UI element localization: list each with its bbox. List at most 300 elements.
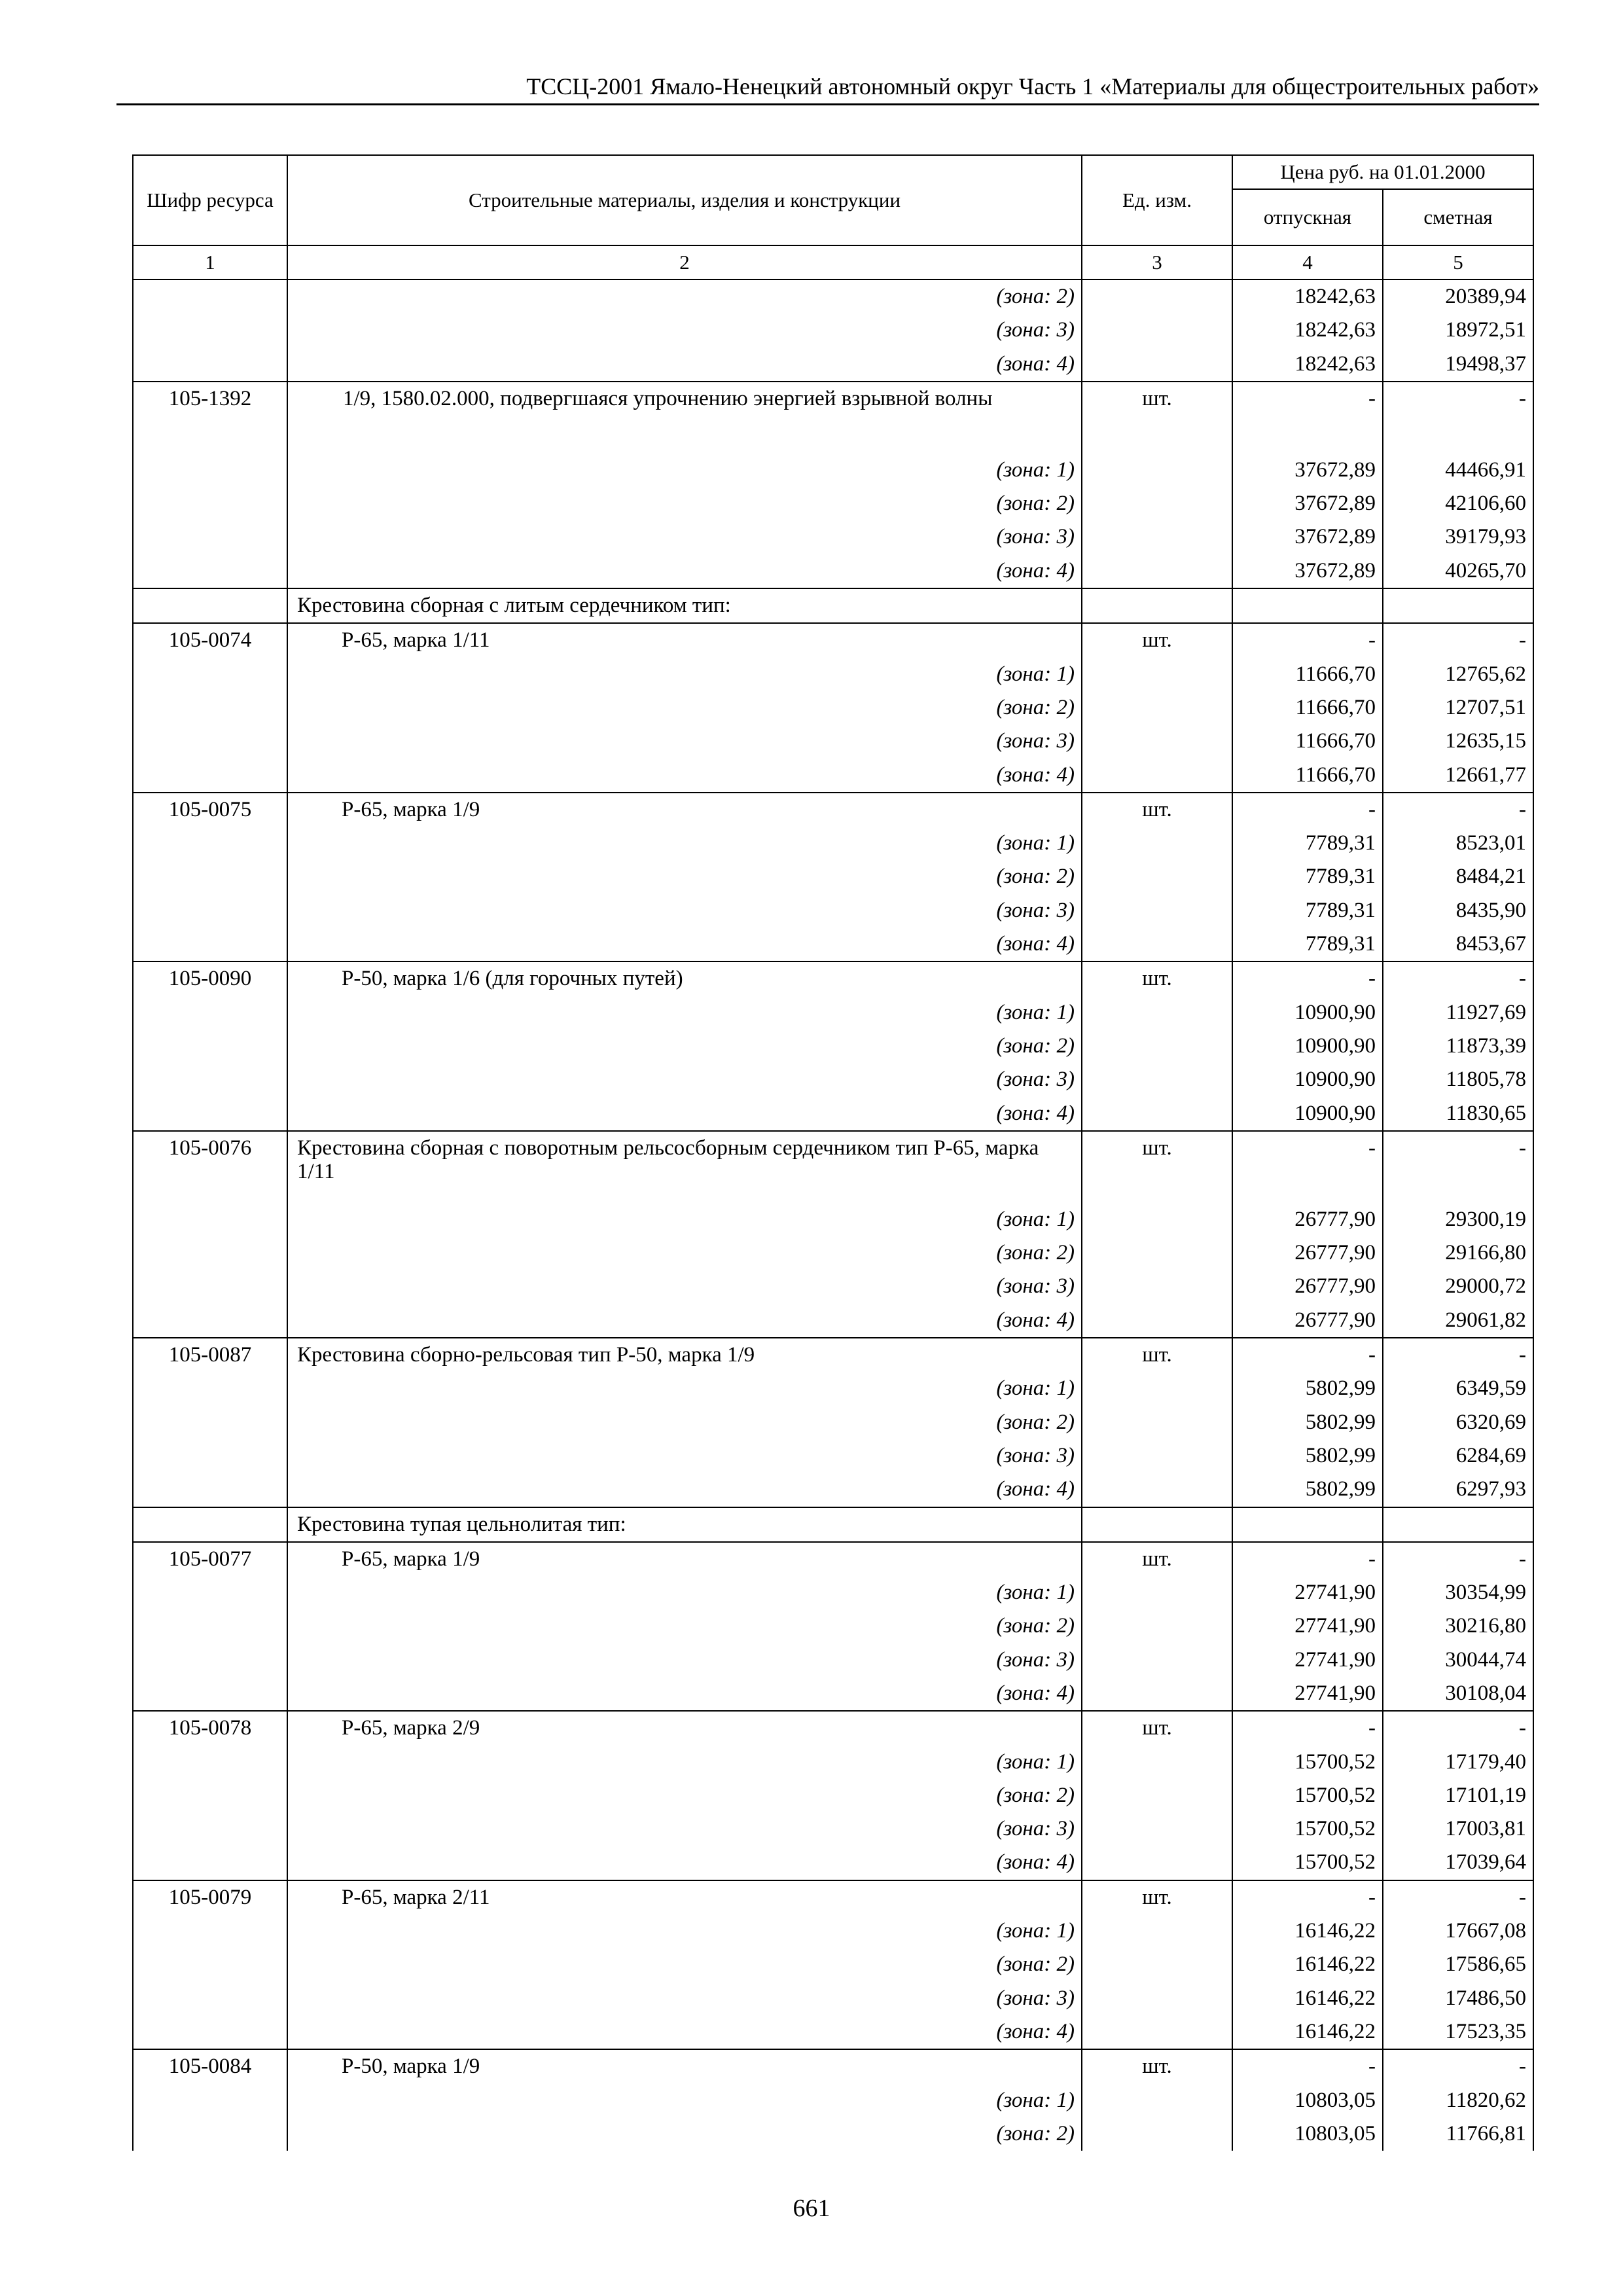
resource-code [133,1304,287,1338]
release-price: - [1232,382,1383,454]
item-description: (зона: 3) [287,1812,1082,1846]
resource-code [133,691,287,725]
estimate-price: 12707,51 [1383,691,1533,725]
estimate-price: 17667,08 [1383,1914,1533,1948]
unit-of-measure [1082,1097,1232,1131]
unit-of-measure [1082,1779,1232,1812]
release-price: 10803,05 [1232,2117,1383,2151]
table-row [133,2049,1533,2083]
unit-of-measure: шт. [1082,623,1232,657]
estimate-price: 17101,19 [1383,1779,1533,1812]
unit-of-measure [1082,691,1232,725]
estimate-price: 11927,69 [1383,996,1533,1030]
item-description: (зона: 3) [287,520,1082,554]
release-price: 26777,90 [1232,1270,1383,1303]
item-description: (зона: 3) [287,1063,1082,1096]
release-price: 26777,90 [1232,1304,1383,1338]
estimate-price: - [1383,1131,1533,1203]
table-row [133,1982,1533,2015]
resource-code [133,860,287,893]
release-price: - [1232,961,1383,996]
estimate-price: - [1383,2049,1533,2083]
item-description: Р-65, марка 1/9 [287,793,1082,827]
resource-code [133,658,287,691]
estimate-price: 6320,69 [1383,1406,1533,1439]
table-row [133,1643,1533,1677]
release-price: 5802,99 [1232,1473,1383,1507]
unit-of-measure: шт. [1082,2049,1232,2083]
item-description: (зона: 4) [287,554,1082,588]
item-description: (зона: 1) [287,1746,1082,1779]
resource-code [133,725,287,758]
release-price: 26777,90 [1232,1236,1383,1270]
release-price: 11666,70 [1232,725,1383,758]
unit-of-measure [1082,1030,1232,1063]
release-price: 37672,89 [1232,554,1383,588]
estimate-price: 20389,94 [1383,279,1533,314]
estimate-price: 29166,80 [1383,1236,1533,1270]
unit-of-measure [1082,314,1232,347]
table-row [133,1030,1533,1063]
resource-code [133,1812,287,1846]
resource-code [133,279,287,314]
release-price: 7789,31 [1232,860,1383,893]
unit-of-measure: шт. [1082,1542,1232,1576]
table-row [133,1473,1533,1507]
unit-of-measure [1082,1746,1232,1779]
estimate-price: 39179,93 [1383,520,1533,554]
unit-of-measure [1082,1304,1232,1338]
item-description: (зона: 2) [287,691,1082,725]
col-number: 1 [133,245,287,279]
item-description: (зона: 2) [287,1609,1082,1643]
resource-code [133,1914,287,1948]
unit-of-measure [1082,860,1232,893]
table-row [133,1203,1533,1236]
item-description: (зона: 3) [287,1982,1082,2015]
table-row [133,588,1533,623]
release-price: 10900,90 [1232,1030,1383,1063]
resource-code [133,1473,287,1507]
estimate-price: 30354,99 [1383,1576,1533,1609]
unit-of-measure [1082,1203,1232,1236]
estimate-price: 6284,69 [1383,1439,1533,1473]
release-price [1232,1507,1383,1542]
col-estimate-header: сметная [1383,189,1533,245]
item-description: (зона: 4) [287,927,1082,961]
release-price: 18242,63 [1232,348,1383,382]
unit-of-measure [1082,1948,1232,1981]
resource-code: 105-0076 [133,1131,287,1203]
table-row [133,1880,1533,1914]
unit-of-measure [1082,2117,1232,2151]
estimate-price: 17039,64 [1383,1846,1533,1880]
estimate-price: 8453,67 [1383,927,1533,961]
item-description: (зона: 1) [287,996,1082,1030]
release-price: 5802,99 [1232,1372,1383,1405]
release-price: 7789,31 [1232,927,1383,961]
resource-code [133,2117,287,2151]
estimate-price: 17523,35 [1383,2015,1533,2049]
resource-code [133,1982,287,2015]
resource-code [133,894,287,927]
resource-code: 105-0084 [133,2049,287,2083]
estimate-price: 11820,62 [1383,2084,1533,2117]
unit-of-measure [1082,1643,1232,1677]
release-price: 7789,31 [1232,894,1383,927]
resource-code [133,1643,287,1677]
resource-code: 105-0077 [133,1542,287,1576]
resource-code [133,348,287,382]
unit-of-measure [1082,2084,1232,2117]
table-row [133,1097,1533,1131]
unit-of-measure [1082,1439,1232,1473]
release-price: 37672,89 [1232,454,1383,487]
item-description: Р-50, марка 1/9 [287,2049,1082,2083]
col-price-header: Цена руб. на 01.01.2000 [1232,155,1533,189]
table-row [133,1812,1533,1846]
item-description: (зона: 4) [287,1473,1082,1507]
release-price: - [1232,1338,1383,1372]
unit-of-measure: шт. [1082,961,1232,996]
release-price: - [1232,1131,1383,1203]
release-price: 7789,31 [1232,827,1383,860]
estimate-price: 29061,82 [1383,1304,1533,1338]
col-release-header: отпускная [1232,189,1383,245]
estimate-price: 29000,72 [1383,1270,1533,1303]
unit-of-measure [1082,454,1232,487]
release-price: 27741,90 [1232,1609,1383,1643]
release-price: - [1232,1880,1383,1914]
table-row [133,487,1533,520]
item-description: (зона: 1) [287,1372,1082,1405]
release-price: 27741,90 [1232,1643,1383,1677]
estimate-price: 11873,39 [1383,1030,1533,1063]
unit-of-measure [1082,1812,1232,1846]
estimate-price: 8435,90 [1383,894,1533,927]
release-price: 5802,99 [1232,1439,1383,1473]
unit-of-measure [1082,279,1232,314]
item-description: (зона: 2) [287,2117,1082,2151]
estimate-price: 42106,60 [1383,487,1533,520]
unit-of-measure [1082,725,1232,758]
release-price: 18242,63 [1232,279,1383,314]
unit-of-measure [1082,658,1232,691]
estimate-price: - [1383,1711,1533,1745]
item-description: (зона: 3) [287,1270,1082,1303]
resource-code [133,2084,287,2117]
release-price: 27741,90 [1232,1576,1383,1609]
release-price: - [1232,1542,1383,1576]
estimate-price: 29300,19 [1383,1203,1533,1236]
estimate-price: 44466,91 [1383,454,1533,487]
table-row [133,554,1533,588]
estimate-price: 19498,37 [1383,348,1533,382]
unit-of-measure [1082,1406,1232,1439]
resource-code [133,1236,287,1270]
item-description: (зона: 2) [287,1948,1082,1981]
unit-of-measure [1082,1609,1232,1643]
item-description: Крестовина сборно-рельсовая тип Р-50, марка 1/9 [287,1338,1082,1372]
table-row [133,623,1533,657]
resource-code [133,1779,287,1812]
item-description: (зона: 1) [287,658,1082,691]
table-row [133,1677,1533,1711]
item-description: (зона: 3) [287,725,1082,758]
table-row [133,1236,1533,1270]
estimate-price: - [1383,961,1533,996]
table-row [133,1542,1533,1576]
item-description: (зона: 1) [287,827,1082,860]
resource-code: 105-0090 [133,961,287,996]
unit-of-measure [1082,1846,1232,1880]
item-description: Р-65, марка 2/9 [287,1711,1082,1745]
release-price: 15700,52 [1232,1812,1383,1846]
table-row [133,1372,1533,1405]
resource-code: 105-0075 [133,793,287,827]
estimate-price: - [1383,1542,1533,1576]
resource-code [133,1746,287,1779]
unit-of-measure [1082,487,1232,520]
item-description: (зона: 2) [287,279,1082,314]
release-price: - [1232,2049,1383,2083]
release-price: 16146,22 [1232,1914,1383,1948]
unit-of-measure: шт. [1082,1131,1232,1203]
release-price: - [1232,793,1383,827]
table-row [133,1846,1533,1880]
item-description: Р-65, марка 2/11 [287,1880,1082,1914]
item-description: (зона: 1) [287,1914,1082,1948]
table-row [133,1711,1533,1745]
release-price: 5802,99 [1232,1406,1383,1439]
page-number: 661 [793,2195,830,2222]
item-description: (зона: 4) [287,1846,1082,1880]
unit-of-measure: шт. [1082,1338,1232,1372]
table-row [133,1507,1533,1542]
unit-of-measure [1082,554,1232,588]
item-description: (зона: 1) [287,2084,1082,2117]
estimate-price: 30216,80 [1383,1609,1533,1643]
estimate-price: 40265,70 [1383,554,1533,588]
table-row [133,1948,1533,1981]
resource-code [133,1507,287,1542]
table-row [133,691,1533,725]
unit-of-measure [1082,2015,1232,2049]
estimate-price: - [1383,793,1533,827]
release-price: 27741,90 [1232,1677,1383,1711]
item-description: Р-65, марка 1/9 [287,1542,1082,1576]
table-row [133,1406,1533,1439]
unit-of-measure [1082,520,1232,554]
col-number: 2 [287,245,1082,279]
resource-code [133,1576,287,1609]
table-row [133,894,1533,927]
unit-of-measure [1082,1236,1232,1270]
item-description: 1/9, 1580.02.000, подвергшаяся упрочнению энергией взрывной волны [287,382,1082,454]
item-description: Р-50, марка 1/6 (для горочных путей) [287,961,1082,996]
unit-of-measure [1082,1063,1232,1096]
resource-code [133,588,287,623]
unit-of-measure: шт. [1082,1711,1232,1745]
table-row [133,2084,1533,2117]
unit-of-measure [1082,1473,1232,1507]
estimate-price: 8484,21 [1383,860,1533,893]
unit-of-measure: шт. [1082,793,1232,827]
col-number: 4 [1232,245,1383,279]
col-number: 5 [1383,245,1533,279]
estimate-price: 18972,51 [1383,314,1533,347]
unit-of-measure [1082,1507,1232,1542]
estimate-price [1383,588,1533,623]
col-number: 3 [1082,245,1232,279]
estimate-price: 17586,65 [1383,1948,1533,1981]
resource-code [133,487,287,520]
resource-code [133,1203,287,1236]
estimate-price: 6349,59 [1383,1372,1533,1405]
table-row [133,348,1533,382]
resource-code [133,1270,287,1303]
item-description: (зона: 4) [287,759,1082,793]
unit-of-measure [1082,894,1232,927]
table-row [133,860,1533,893]
col-unit-header: Ед. изм. [1082,155,1232,245]
resource-code [133,314,287,347]
running-head: ТССЦ-2001 Ямало-Ненецкий автономный округ Часть 1 «Материалы для общестроительных работ» [116,71,1539,105]
table-row [133,961,1533,996]
item-description: (зона: 1) [287,454,1082,487]
resource-code [133,827,287,860]
item-description: (зона: 2) [287,860,1082,893]
unit-of-measure [1082,1914,1232,1948]
resource-code: 105-0078 [133,1711,287,1745]
table-row [133,1576,1533,1609]
resource-code [133,1948,287,1981]
item-description: (зона: 3) [287,894,1082,927]
table-row [133,2015,1533,2049]
table-row [133,1304,1533,1338]
resource-code [133,1677,287,1711]
estimate-price: 11805,78 [1383,1063,1533,1096]
item-description: Р-65, марка 1/11 [287,623,1082,657]
resource-code: 105-0087 [133,1338,287,1372]
unit-of-measure: шт. [1082,382,1232,454]
estimate-price: 8523,01 [1383,827,1533,860]
table-row [133,793,1533,827]
unit-of-measure [1082,588,1232,623]
estimate-price: - [1383,623,1533,657]
table-row [133,2117,1533,2151]
estimate-price: 17003,81 [1383,1812,1533,1846]
resource-code [133,1372,287,1405]
unit-of-measure [1082,996,1232,1030]
estimate-price: 6297,93 [1383,1473,1533,1507]
unit-of-measure [1082,759,1232,793]
unit-of-measure [1082,1982,1232,2015]
resource-code [133,520,287,554]
price-table [132,154,1534,2151]
table-row [133,314,1533,347]
resource-code [133,1097,287,1131]
estimate-price: 12635,15 [1383,725,1533,758]
release-price: - [1232,1711,1383,1745]
table-row [133,1063,1533,1096]
table-row [133,454,1533,487]
estimate-price: 17179,40 [1383,1746,1533,1779]
item-description: (зона: 1) [287,1576,1082,1609]
table-row [133,1270,1533,1303]
item-description: Крестовина сборная с литым сердечником тип: [287,588,1082,623]
release-price: 11666,70 [1232,658,1383,691]
table-body [133,279,1533,2151]
table-row [133,996,1533,1030]
table-row [133,520,1533,554]
table-header [133,155,1533,279]
resource-code [133,759,287,793]
item-description: (зона: 2) [287,1406,1082,1439]
item-description: (зона: 3) [287,1439,1082,1473]
estimate-price [1383,1507,1533,1542]
unit-of-measure: шт. [1082,1880,1232,1914]
item-description: (зона: 4) [287,348,1082,382]
table-row [133,1439,1533,1473]
col-code-header: Шифр ресурса [133,155,287,245]
unit-of-measure [1082,1372,1232,1405]
estimate-price: 12661,77 [1383,759,1533,793]
estimate-price: 11830,65 [1383,1097,1533,1131]
unit-of-measure [1082,1270,1232,1303]
estimate-price: - [1383,1338,1533,1372]
release-price: 10803,05 [1232,2084,1383,2117]
item-description: (зона: 4) [287,1304,1082,1338]
release-price: 16146,22 [1232,1948,1383,1981]
table-row [133,725,1533,758]
table-row [133,279,1533,314]
table-row [133,1609,1533,1643]
release-price: 16146,22 [1232,1982,1383,2015]
item-description: (зона: 2) [287,487,1082,520]
item-description: (зона: 4) [287,1677,1082,1711]
resource-code [133,927,287,961]
item-description: (зона: 3) [287,314,1082,347]
table-row [133,1746,1533,1779]
estimate-price: - [1383,1880,1533,1914]
unit-of-measure [1082,1576,1232,1609]
release-price: - [1232,623,1383,657]
release-price: 16146,22 [1232,2015,1383,2049]
item-description: (зона: 2) [287,1779,1082,1812]
estimate-price: 11766,81 [1383,2117,1533,2151]
release-price: 11666,70 [1232,759,1383,793]
release-price: 10900,90 [1232,1063,1383,1096]
item-description: (зона: 2) [287,1030,1082,1063]
resource-code [133,1609,287,1643]
item-description: Крестовина сборная с поворотным рельсосборным сердечником тип Р-65, марка 1/11 [287,1131,1082,1203]
table-row [133,1914,1533,1948]
item-description: (зона: 1) [287,1203,1082,1236]
resource-code [133,1846,287,1880]
unit-of-measure [1082,348,1232,382]
release-price: 26777,90 [1232,1203,1383,1236]
release-price: 15700,52 [1232,1746,1383,1779]
item-description: (зона: 2) [287,1236,1082,1270]
resource-code: 105-1392 [133,382,287,454]
resource-code [133,454,287,487]
resource-code: 105-0074 [133,623,287,657]
estimate-price: 12765,62 [1383,658,1533,691]
table-row [133,658,1533,691]
col-name-header: Строительные материалы, изделия и конструкции [287,155,1082,245]
table-row [133,1131,1533,1203]
